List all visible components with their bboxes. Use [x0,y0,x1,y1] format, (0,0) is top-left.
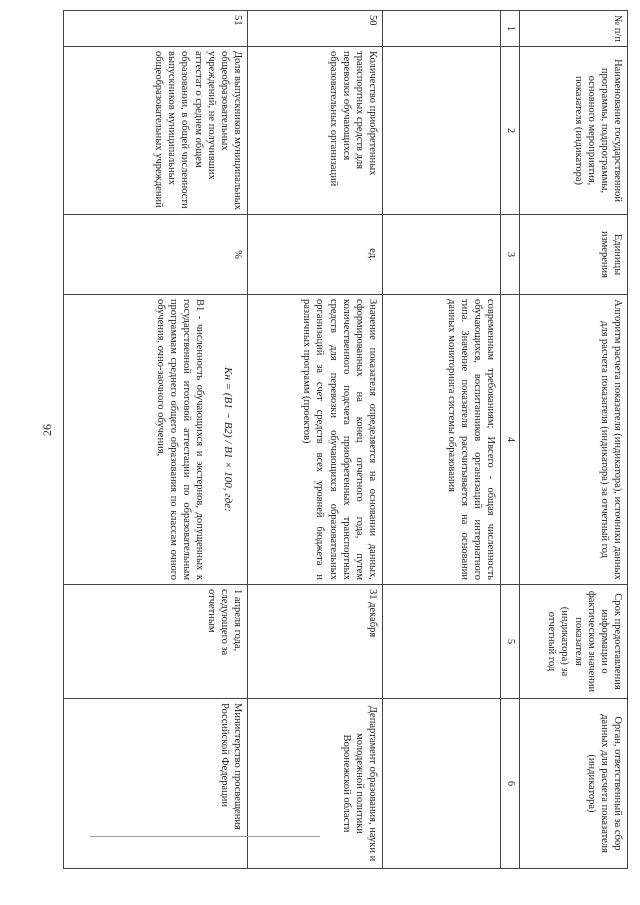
header-organ: Орган, ответственный за сбор данных для расчета показателя (индикатора) [520,699,628,869]
table-row [64,11,248,869]
row-num: 51 [64,11,248,47]
row-num: 50 [248,11,383,47]
row-name: Количество приобретенных транспортных средств для перевозки обучающихся образовательных организаций [248,47,383,215]
col-index-3: 3 [501,215,520,295]
header-unit: Единицы измерения [520,215,628,295]
row-deadline: 31 декабря [248,585,383,699]
row-algorithm-cell [64,295,248,585]
row-algorithm: Значение показателя определяется на основании данных, сформированных на конец отчетного года, путем количественного подсчета приобретенных транспортных средств для перевозки обучающихся образовательных организаций за счет средств всех уровней бюджета и различных программ (проектов) [248,295,383,585]
formula: Kн = (B1 − B2) / B1 × 100, где: [222,367,234,512]
page-number: 26 [40,424,54,436]
column-index-row [501,11,520,869]
table-row [248,11,383,869]
header-name: Наименование государственной программы, подпрограммы, основного мероприятия, показателя (индикатора) [520,47,628,215]
col-index-6: 6 [501,699,520,869]
col-index-4: 4 [501,295,520,585]
indicator-table [63,10,628,869]
col-index-2: 2 [501,47,520,215]
row-unit: ед. [248,215,383,295]
row-deadline: 1 апреля года, следующего за отчетным [64,585,248,699]
table-row [383,11,501,869]
row-organ: Департамент образования, науки и молодежной политики Воронежской области [248,699,383,869]
col-index-5: 5 [501,585,520,699]
header-deadline: Срок предоставления информации о фактическом значении показателя (индикатора) за отчетный год [520,585,628,699]
row-organ: Министерство просвещения Российской Федерации [64,699,248,869]
row-algorithm: B1 - численность обучающихся и экстернов, допущенных к государственной итоговой аттестации по образовательным программам среднего общего образования по классам очного обучения, очно-заочного обучения, [154,299,206,580]
row-unit: % [64,215,248,295]
scan-edge-line [90,836,320,837]
row-name [383,47,501,215]
header-num: № п/п [520,11,628,47]
row-unit [383,215,501,295]
col-index-1: 1 [501,11,520,47]
row-deadline [383,585,501,699]
row-num [383,11,501,47]
table-header-row [520,11,628,869]
row-organ [383,699,501,869]
row-name: Доля выпускников муниципальных общеобразовательных учреждений, не получивших аттестат о среднем общем образовании, в общей численности выпускников муниципальных общеобразовательных учреждений [64,47,248,215]
header-algorithm: Алгоритм расчета показателя (индикатора), источники данных для расчета показателя (индикатора) за отчетный год [520,295,628,585]
indicator-table-sheet [63,10,628,868]
row-algorithm: современным требованиям; Ивсего - общая численность обучающихся, воспитанников организаций интернатного типа. Значение показателя рассчитывается на основании данных мониторинга системы образования [383,295,501,585]
